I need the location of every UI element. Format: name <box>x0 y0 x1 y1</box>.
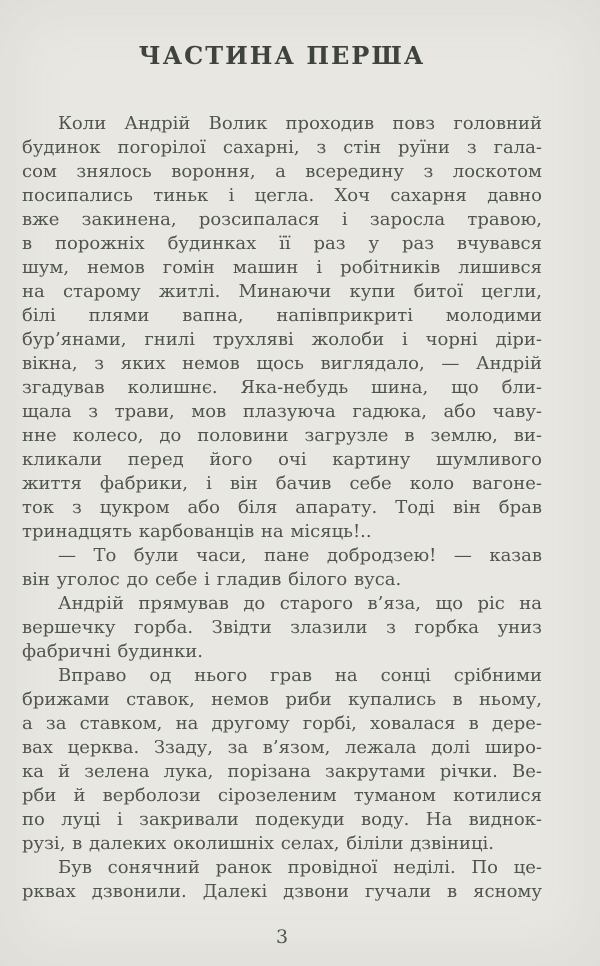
text-line: посипались тиньк і цегла. Хоч сахарня давно <box>22 185 542 206</box>
text-line: нне колесо, до половини загрузле в землю, ви- <box>22 425 542 446</box>
text-line: Коли Андрій Волик проходив повз головний <box>58 113 542 134</box>
text-line: Андрій прямував до старого в’яза, що ріс на <box>58 593 542 614</box>
text-line: в порожніх будинках її раз у раз вчувався <box>22 233 542 254</box>
text-line: вершечку горба. Звідти злазили з горбка униз <box>22 617 542 638</box>
text-line: життя фабрики, і він бачив себе коло вагоне- <box>22 473 542 494</box>
text-line: згадував колишнє. Яка-небудь шина, що бли- <box>22 377 542 398</box>
chapter-heading: ЧАСТИНА ПЕРША <box>138 41 426 70</box>
text-line: щала з трави, мов плазуюча гадюка, або чаву- <box>22 401 542 422</box>
text-line: шум, немов гомін машин і робітників лишився <box>22 257 542 278</box>
text-line: ка й зелена лука, порізана закрутами річки. Ве- <box>22 761 542 782</box>
text-line: Був сонячний ранок провідної неділі. По це- <box>58 857 542 878</box>
text-line: бур’янами, гнилі трухляві жолоби і чорні діри- <box>22 329 542 350</box>
text-line: сом знялось вороння, а всередину з лоскотом <box>22 161 542 182</box>
text-line: рузі, в далеких околишніх селах, біліли дзвіниці. <box>22 833 494 854</box>
text-line: будинок погорілої сахарні, з стін руїни з гала- <box>22 137 542 158</box>
text-line: вікна, з яких немов щось виглядало, — Андрій <box>22 353 542 374</box>
text-line: а за ставком, на другому горбі, ховалася в дере- <box>22 713 542 734</box>
text-line: ток з цукром або біля апарату. Тоді він брав <box>22 497 542 518</box>
text-line: рквах дзвонили. Далекі дзвони гучали в ясному <box>22 881 542 902</box>
text-block <box>22 112 542 904</box>
text-line: рби й верболози сірозеленим туманом котилися <box>22 785 542 806</box>
text-line: вах церква. Ззаду, за в’язом, лежала долі широ- <box>22 737 542 758</box>
text-line: фабричні будинки. <box>22 641 204 662</box>
text-line: брижами ставок, немов риби купались в ньому, <box>22 689 542 710</box>
text-line: кликали перед його очі картину шумливого <box>22 449 542 470</box>
text-line: він уголос до себе і гладив білого вуса. <box>22 569 402 590</box>
text-line: тринадцять карбованців на місяць!.. <box>22 521 372 542</box>
text-line: по луці і закривали подекуди воду. На виднок- <box>22 809 542 830</box>
text-line: на старому житлі. Минаючи купи битої цегли, <box>22 281 542 302</box>
text-line: вже закинена, розсипалася і заросла травою, <box>22 209 542 230</box>
text-line: білі плями вапна, напівприкриті молодими <box>22 305 542 326</box>
text-line: — То були часи, пане добродзею! — казав <box>58 545 542 566</box>
text-line: Вправо од нього грав на сонці срібними <box>58 665 542 686</box>
page-number: 3 <box>275 926 289 948</box>
